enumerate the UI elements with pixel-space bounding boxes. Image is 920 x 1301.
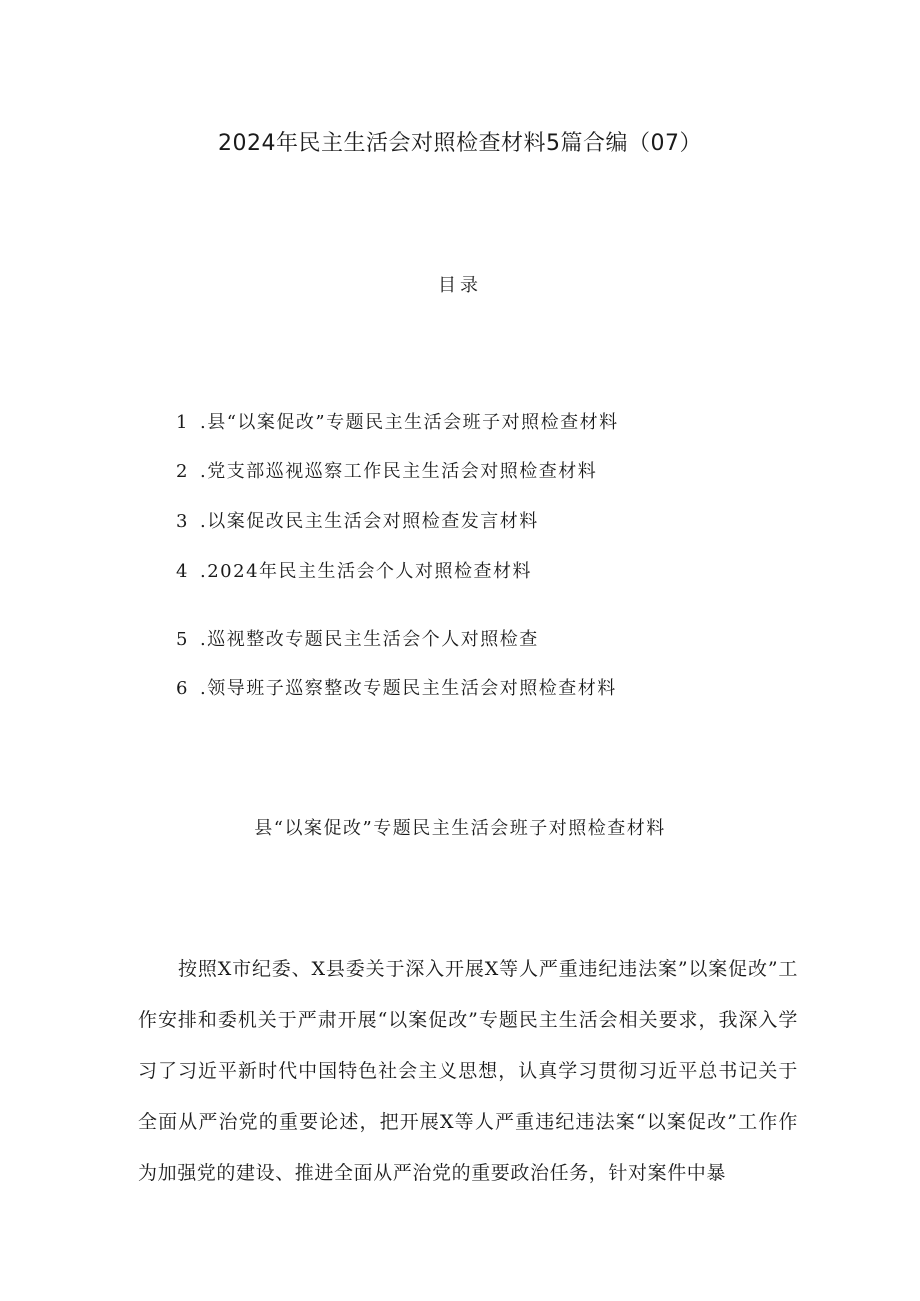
toc-item xyxy=(176,408,619,434)
toc-item-text: .党支部巡视巡察工作民主生活会对照检查材料 xyxy=(200,461,598,482)
toc-item-number: 3 xyxy=(176,511,189,532)
toc-item xyxy=(176,507,539,533)
toc-item-text: .领导班子巡察整改专题民主生活会对照检查材料 xyxy=(200,678,617,699)
toc-item-number: 2 xyxy=(176,461,189,482)
toc-item xyxy=(176,457,597,483)
document-title: 2024年民主生活会对照检查材料5篇合编（07） xyxy=(218,131,702,156)
toc-item-number: 6 xyxy=(176,678,189,699)
toc-item-number: 1 xyxy=(176,412,189,433)
section-title: 县“以案促改”专题民主生活会班子对照检查材料 xyxy=(254,818,666,839)
toc-item xyxy=(176,557,532,583)
toc-item-text: .县“以案促改”专题民主生活会班子对照检查材料 xyxy=(200,412,619,433)
toc-item-text: .巡视整改专题民主生活会个人对照检查 xyxy=(200,629,539,650)
toc-item-text: .2024年民主生活会个人对照检查材料 xyxy=(200,561,533,582)
toc-item-number: 4 xyxy=(176,561,189,582)
toc-item-text: .以案促改民主生活会对照检查发言材料 xyxy=(200,511,539,532)
toc-heading: 目录 xyxy=(438,275,482,296)
toc-item xyxy=(176,674,617,700)
toc-item-number: 5 xyxy=(176,629,189,650)
body-paragraph: 按照X市纪委、X县委关于深入开展X等人严重违纪违法案”以案促改”工作安排和委机关于严肃开展“以案促改”专题民主生活会相关要求，我深入学习了习近平新时代中国特色社会主义思想，认真学习贯彻习近平总书记关于全面从严治党的重要论述，把开展X等人严重违纪违法案“以案促改”工作作为加强党的建设、推进全面从严治党的重要政治任务，针对案件中暴 xyxy=(138,958,798,1184)
toc-item xyxy=(176,625,539,651)
